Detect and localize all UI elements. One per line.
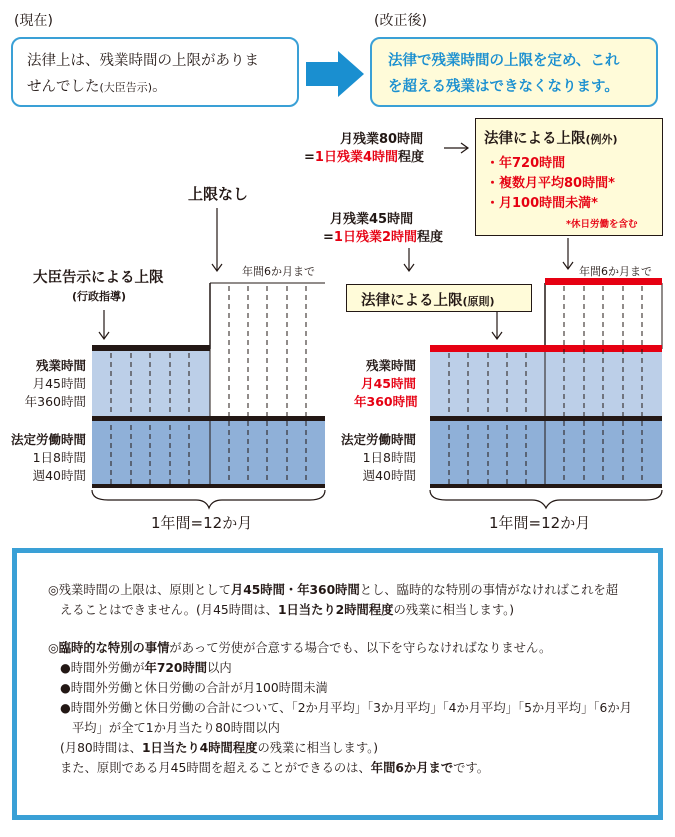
current-box-note: (大臣告示) (99, 81, 153, 94)
text-run: また、原則である月45時間を超えることができるのは、 (60, 761, 371, 775)
text-run: ●時間外労働が (60, 661, 145, 675)
left-legal-week: 週40時間 (32, 468, 86, 483)
right-overtime-block (430, 349, 662, 417)
bullet-720 (60, 661, 232, 676)
note-six-months (60, 761, 489, 776)
text-run: 月45時間・年360時間 (230, 583, 360, 597)
current-box-line2: せんでした(大臣告示)。 (27, 79, 167, 95)
left-legal-block (92, 420, 325, 485)
para-1-line1 (48, 583, 618, 598)
text-run: ◎残業時間の上限は、原則として (48, 583, 231, 597)
right-overtime-label: 残業時間 (365, 358, 416, 373)
left-overtime-label: 残業時間 (35, 358, 86, 373)
right-year-brace (430, 490, 662, 508)
exception-item-avg80: ・複数月平均80時間* (486, 176, 615, 191)
principle-limit-box (346, 284, 532, 312)
left-year-brace (92, 490, 325, 508)
right-overtime-year: 年360時間 (354, 394, 418, 409)
right-legal-week: 週40時間 (362, 468, 416, 483)
principle-title: 法律による上限(原則) (361, 293, 495, 309)
exception-item-100: ・月100時間未満* (486, 196, 598, 211)
bullet-100 (60, 681, 328, 696)
bullet-avg-line1 (60, 701, 632, 716)
m45-label-line1: 月残業45時間 (330, 212, 414, 227)
para-1-line2 (60, 603, 514, 618)
text-run: の残業に相当します。) (393, 603, 515, 617)
m80-label-line2: =1日残業4時間程度 (304, 150, 425, 165)
left-overtime-year: 年360時間 (24, 394, 86, 409)
revised-heading: (改正後) (374, 13, 427, 29)
bullet-avg-line2 (72, 721, 280, 736)
right-six-months-label: 年間6か月まで (579, 265, 652, 278)
exception-title: 法律による上限(例外) (484, 131, 618, 147)
notice-limit-title: 大臣告示による上限 (33, 270, 164, 286)
text-run: ●時間外労働と休日労働の合計が月100時間未満 (60, 681, 328, 695)
text-run: (月80時間は、 (60, 741, 142, 755)
text-run: ●時間外労働と休日労働の合計について、「2か月平均」「3か月平均」「4か月平均」「5か月平均」「6か月 (60, 701, 632, 715)
left-legal-day: 1日8時間 (32, 450, 86, 465)
current-box-line1: 法律上は、残業時間の上限がありま (27, 53, 259, 69)
right-principle-limit-bar (430, 345, 662, 352)
revised-box-line1: 法律で残業時間の上限を定め、これ (388, 53, 620, 69)
text-run: です。 (453, 761, 490, 775)
note-80h (60, 741, 378, 756)
left-overtime-block (92, 349, 210, 417)
text-run: 1日当たり2時間程度 (277, 603, 394, 617)
right-overtime-month: 月45時間 (361, 376, 416, 391)
exception-limit-box (475, 118, 663, 236)
right-legal-day: 1日8時間 (362, 450, 416, 465)
text-run: ◎ (48, 641, 59, 655)
text-run: 臨時的な特別の事情 (58, 641, 170, 655)
text-run: 年間6か月まで (370, 761, 454, 775)
current-heading: (現在) (14, 13, 53, 29)
right-legal-label: 法定労働時間 (340, 432, 416, 447)
left-year-label: 1年間=12か月 (151, 514, 253, 532)
right-year-label: 1年間=12か月 (489, 514, 591, 532)
text-run: があって労使が合意する場合でも、以下を守らなければなりません。 (169, 641, 552, 655)
exception-item-720: ・年720時間 (486, 156, 566, 171)
m80-label-line1: 月残業80時間 (340, 132, 424, 147)
explanation-box (12, 548, 663, 820)
left-notice-limit-bar (92, 345, 210, 351)
notice-limit-sub: (行政指導) (72, 290, 127, 303)
para-2 (48, 641, 551, 656)
left-overtime-month: 月45時間 (32, 376, 86, 391)
exception-note: *休日労働を含む (566, 219, 638, 230)
m45-label-line2: =1日残業2時間程度 (323, 230, 444, 245)
text-run: えることはできません。(月45時間は、 (60, 603, 278, 617)
left-six-months-label: 年間6か月まで (242, 265, 315, 278)
text-run: 年720時間 (144, 661, 208, 675)
text-run: 平均」が全て1か月当たり80時間以内 (72, 721, 280, 735)
text-run: とし、臨時的な特別の事情がなければこれを超 (359, 583, 618, 597)
text-run: 1日当たり4時間程度 (141, 741, 258, 755)
text-run: の残業に相当します。) (257, 741, 379, 755)
text-run: 以内 (207, 661, 232, 675)
left-legal-label: 法定労働時間 (10, 432, 86, 447)
right-legal-block (430, 420, 662, 485)
right-exception-limit-bar (545, 278, 662, 285)
no-limit-label: 上限なし (188, 185, 249, 203)
revised-box-line2: を超える残業はできなくなります。 (388, 79, 619, 95)
